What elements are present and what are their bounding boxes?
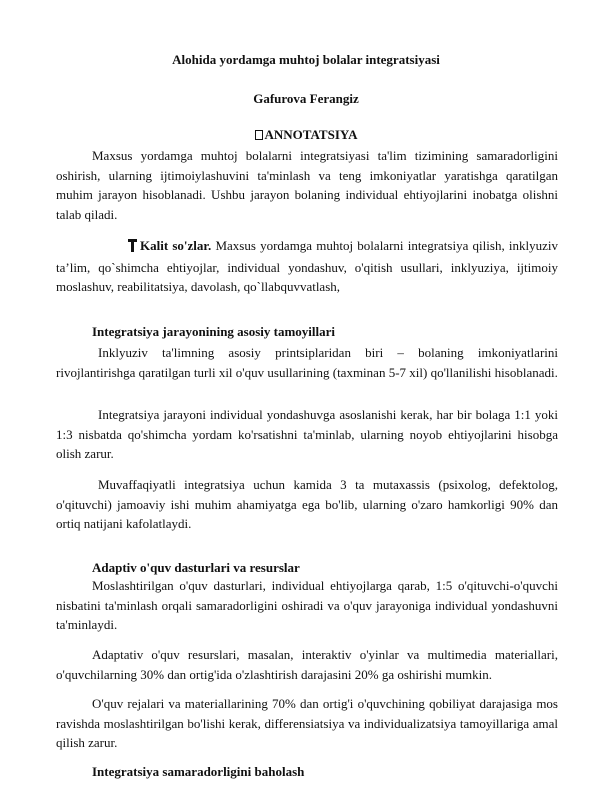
paper-title: Alohida yordamga muhtoj bolalar integratsiyasi — [172, 52, 440, 67]
annotation-heading — [0, 125, 612, 145]
annotation-heading-text: ANNOTATSIYA — [264, 127, 358, 142]
section2-paragraph-1: Moslashtirilgan o'quv dasturlari, individual ehtiyojlarga qarab, 1:5 o'qituvchi-o'quvchi nisbatini ta'minlash orqali samaradorligini oshiradi va o'quv jarayoniga individual yondashuvni ta'minlaydi. — [56, 578, 558, 632]
placeholder-box-icon — [255, 130, 263, 140]
section-heading-evaluation: Integratsiya samaradorligini baholash — [92, 764, 305, 779]
section2-paragraph-2: Adaptativ o'quv resurslari, masalan, interaktiv o'yinlar va multimedia materiallari, o'quvchilarning 30% dan ortig'ida o'zlashtirish darajasini 20% ga oshirishi mumkin. — [56, 647, 558, 682]
keywords-text: Maxsus yordamga muhtoj bolalarni integratsiya qilish, inklyuziv ta’lim, qo`shimcha ehtiyojlar, individual yondashuv, o'qitish usullari, inklyuziya, ijtimoiy moslashuv, reabilitatsiya, davolash, qo`llabquvvatlash, — [56, 238, 559, 294]
section1-paragraph-3: Muvaffaqiyatli integratsiya uchun kamida 3 ta mutaxassis (psixolog, defektolog, o'qituvchi) jamoaviy ishi muhim ahamiyatga ega bo'lib, ularning o'zaro hamkorligi 90% dan ortiq natijani kafolatlaydi. — [56, 477, 558, 531]
keywords-label: Kalit so'zlar. — [140, 238, 212, 253]
section1-paragraph-1: Inklyuziv ta'limning asosiy printsiplaridan biri – bolaning imkoniyatlarini rivojlantirishga qaratilgan turli xil o'quv usullarining (taxminan 5-7 xil) qo'llanilishi hisoblanadi. — [56, 345, 558, 380]
pin-icon — [92, 238, 137, 258]
keywords-paragraph — [56, 236, 558, 297]
annotation-paragraph: Maxsus yordamga muhtoj bolalarni integratsiyasi ta'lim tizimining samaradorligini oshirish, ularning ijtimoiylashuvini ta'minlash va teng imkoniyatlar yaratishga qaratilgan muhim jarayon hisoblanadi. Ushbu jarayon bolaning individual ehtiyojlarini inobatga olishni talab qiladi. — [56, 148, 558, 222]
section1-paragraph-2: Integratsiya jarayoni individual yondashuvga asoslanishi kerak, har bir bolaga 1:1 yoki 1:3 nisbatda qo'shimcha yordam ko'rsatishni ta'minlab, ularning noyob ehtiyojlarini hisobga olish zarur. — [56, 407, 558, 461]
author-name: Gafurova Ferangiz — [253, 91, 359, 106]
section-heading-adaptive: Adaptiv o'quv dasturlari va resurslar — [92, 560, 300, 575]
section-heading-principles: Integratsiya jarayonining asosiy tamoyillari — [92, 324, 336, 339]
section2-paragraph-3: O'quv rejalari va materiallarining 70% dan ortig'i o'quvchining qobiliyat darajasiga mos ravishda moslashtirilgan bo'lishi kerak, differensiatsiya va individualizatsiya tamoyillariga amal qilish zarur. — [56, 696, 558, 750]
